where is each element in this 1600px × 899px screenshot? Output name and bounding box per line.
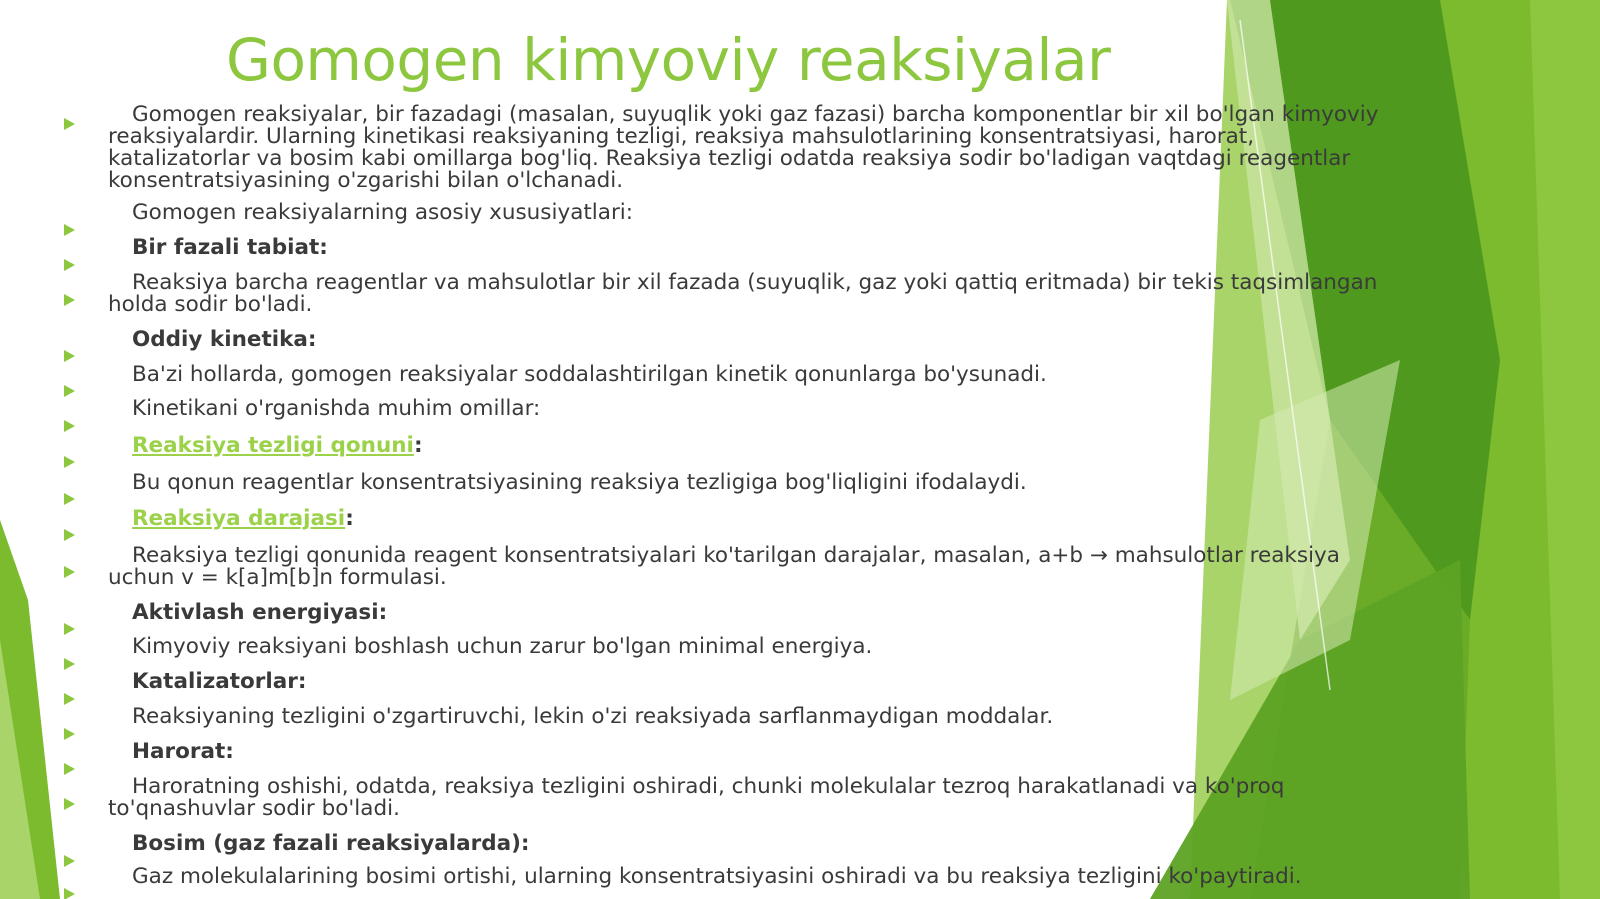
bullet-paragraph: Oddiy kinetika: bbox=[132, 327, 317, 352]
bullet-paragraph: Bosim (gaz fazali reaksiyalarda): bbox=[132, 831, 530, 856]
bullet-paragraph: Katalizatorlar: bbox=[132, 669, 307, 694]
bullet-paragraph: Bir fazali tabiat: bbox=[132, 235, 328, 260]
link-suffix: : bbox=[345, 506, 354, 531]
bullet-paragraph: Gaz molekulalarining bosimi ortishi, ularning konsentratsiyasini oshiradi va bu reaksiya tezligini ko'paytiradi. bbox=[132, 864, 1302, 889]
triangle-right-icon bbox=[64, 350, 75, 362]
triangle-right-icon bbox=[64, 798, 75, 810]
triangle-right-icon bbox=[64, 888, 75, 899]
bullet-paragraph: Bu qonun reagentlar konsentratsiyasining reaksiya tezligiga bog'liqligini ifodalaydi. bbox=[132, 470, 1027, 495]
triangle-right-icon bbox=[64, 456, 75, 468]
bullet-paragraph: Reaksiya tezligi qonunida reagent konsentratsiyalari ko'tarilgan darajalar, masalan, a+b → mahsulotlar reaksiya uchun v = k[a]m[b]n formulasi. bbox=[108, 543, 1340, 590]
triangle-right-icon bbox=[64, 566, 75, 578]
triangle-right-icon bbox=[64, 658, 75, 670]
triangle-right-icon bbox=[64, 385, 75, 397]
bullet-paragraph: Kinetikani o'rganishda muhim omillar: bbox=[132, 396, 541, 421]
term-link[interactable]: Reaksiya darajasi bbox=[132, 506, 346, 531]
bullet-paragraph bbox=[108, 435, 1393, 457]
bullet-paragraph: Gomogen reaksiyalar, bir fazadagi (masalan, suyuqlik yoki gaz fazasi) barcha komponentlar bir xil bo'lgan kimyoviy reaksiyalardir. Ularning kinetikasi reaksiyaning tezligi, reaksiya mahsulotlarining konsentratsiyasi, harorat, katalizatorlar va bosim kabi omillarga bog'liq. Reaksiya tezligi odatda reaksiya sodir bo'ladigan vaqtdagi reagentlar konsentratsiyasining o'zgarishi bilan o'lchanadi. bbox=[108, 102, 1379, 193]
triangle-right-icon bbox=[64, 294, 75, 306]
bullet-paragraph: Kimyoviy reaksiyani boshlash uchun zarur bo'lgan minimal energiya. bbox=[132, 634, 873, 659]
triangle-right-icon bbox=[64, 420, 75, 432]
triangle-right-icon bbox=[64, 623, 75, 635]
triangle-right-icon bbox=[64, 224, 75, 236]
bullet-paragraph: Ba'zi hollarda, gomogen reaksiyalar soddalashtirilgan kinetik qonunlarga bo'ysunadi. bbox=[132, 362, 1047, 387]
bullet-paragraph: Reaksiyaning tezligini o'zgartiruvchi, lekin o'zi reaksiyada sarflanmaydigan moddalar. bbox=[132, 704, 1054, 729]
triangle-right-icon bbox=[64, 763, 75, 775]
bullet-paragraph: Harorat: bbox=[132, 739, 234, 764]
triangle-right-icon bbox=[64, 529, 75, 541]
slide-title: Gomogen kimyoviy reaksiyalar bbox=[226, 26, 1111, 94]
term-link[interactable]: Reaksiya tezligi qonuni bbox=[132, 433, 414, 458]
bullet-paragraph: Aktivlash energiyasi: bbox=[132, 600, 388, 625]
triangle-right-icon bbox=[64, 118, 75, 130]
link-suffix: : bbox=[413, 433, 423, 458]
triangle-right-icon bbox=[64, 855, 75, 867]
triangle-right-icon bbox=[64, 493, 75, 505]
bullet-paragraph: Haroratning oshishi, odatda, reaksiya tezligini oshiradi, chunki molekulalar tezroq harakatlanadi va ko'proq to'qnashuvlar sodir bo'ladi. bbox=[108, 774, 1285, 821]
triangle-right-icon bbox=[64, 693, 75, 705]
triangle-right-icon bbox=[64, 259, 75, 271]
bullet-paragraph: Gomogen reaksiyalarning asosiy xususiyatlari: bbox=[132, 200, 634, 225]
bullet-paragraph bbox=[108, 508, 1393, 530]
bullet-paragraph: Reaksiya barcha reagentlar va mahsulotlar bir xil fazada (suyuqlik, gaz yoki qattiq eritmada) bir tekis taqsimlangan holda sodir bo'ladi. bbox=[108, 270, 1378, 317]
triangle-right-icon bbox=[64, 728, 75, 740]
